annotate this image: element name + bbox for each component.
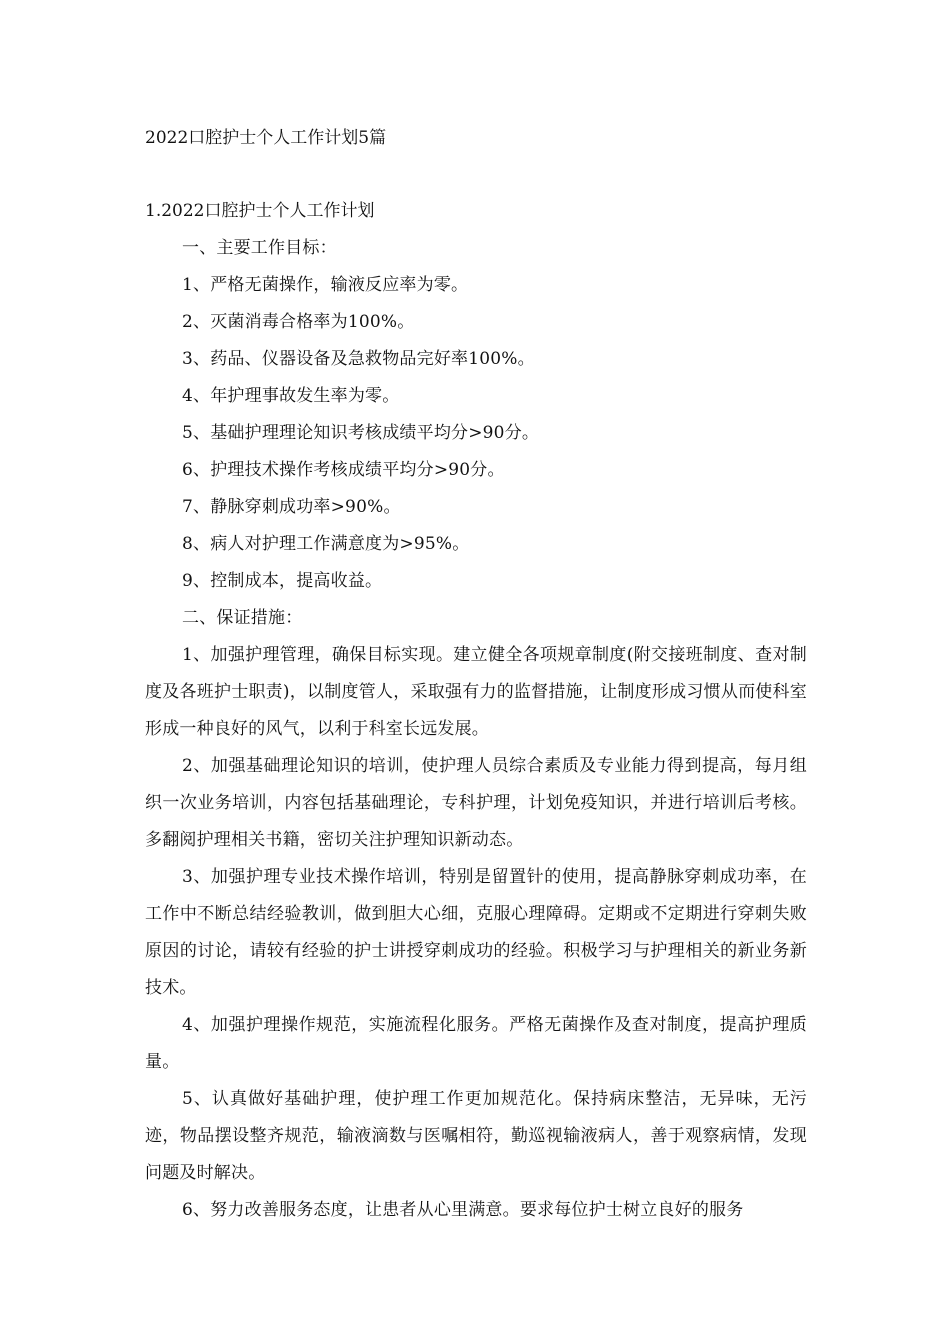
paragraph: 8、病人对护理工作满意度为>95%。: [182, 534, 470, 554]
paragraph: 7、静脉穿刺成功率>90%。: [182, 497, 401, 517]
paragraph: 6、护理技术操作考核成绩平均分>90分。: [182, 460, 505, 480]
paragraph: 2、加强基础理论知识的培训，使护理人员综合素质及专业能力得到提高，每月组织一次业务培训，内容包括基础理论，专科护理，计划免疫知识，并进行培训后考核。多翻阅护理相关书籍，密切关注护理知识新动态。: [145, 756, 807, 850]
paragraph: 2、灭菌消毒合格率为100%。: [182, 312, 415, 332]
paragraph: 4、加强护理操作规范，实施流程化服务。严格无菌操作及查对制度，提高护理质量。: [145, 1015, 807, 1072]
paragraph: 5、基础护理理论知识考核成绩平均分>90分。: [182, 423, 540, 443]
paragraph: 1、加强护理管理，确保目标实现。建立健全各项规章制度(附交接班制度、查对制度及各班护士职责)，以制度管人，采取强有力的监督措施，让制度形成习惯从而使科室形成一种良好的风气，以利于科室长远发展。: [145, 645, 807, 739]
paragraph: 3、加强护理专业技术操作培训，特别是留置针的使用，提高静脉穿刺成功率，在工作中不断总结经验教训，做到胆大心细，克服心理障碍。定期或不定期进行穿刺失败原因的讨论，请较有经验的护士讲授穿刺成功的经验。积极学习与护理相关的新业务新技术。: [145, 867, 807, 998]
paragraph: 5、认真做好基础护理，使护理工作更加规范化。保持病床整洁，无异味，无污迹，物品摆设整齐规范，输液滴数与医嘱相符，勤巡视输液病人，善于观察病情，发现问题及时解决。: [145, 1089, 807, 1183]
paragraph: 6、努力改善服务态度，让患者从心里满意。要求每位护士树立良好的服务: [182, 1200, 744, 1220]
document-body: [145, 230, 807, 1229]
section-title: 1.2022口腔护士个人工作计划: [145, 201, 375, 221]
paragraph: 二、保证措施：: [182, 608, 303, 628]
document-title: 2022口腔护士个人工作计划5篇: [145, 128, 387, 148]
paragraph: 一、主要工作目标：: [182, 238, 337, 258]
paragraph: 9、控制成本，提高收益。: [182, 571, 383, 591]
paragraph: 4、年护理事故发生率为零。: [182, 386, 400, 406]
paragraph: 3、药品、仪器设备及急救物品完好率100%。: [182, 349, 535, 369]
paragraph: 1、严格无菌操作，输液反应率为零。: [182, 275, 469, 295]
